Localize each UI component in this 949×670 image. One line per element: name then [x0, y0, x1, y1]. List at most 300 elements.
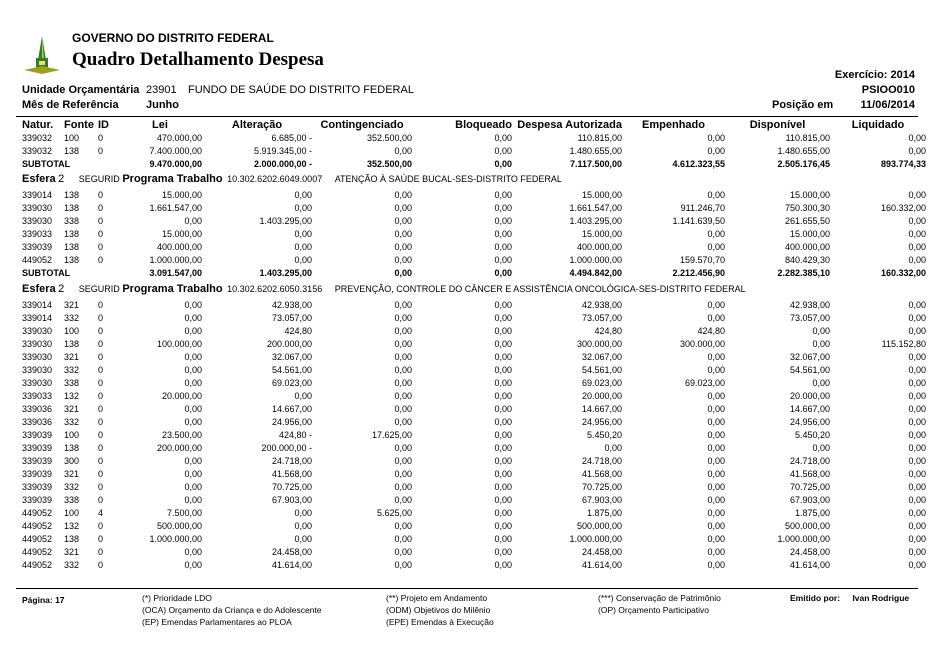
- table-cell: 339030: [22, 326, 53, 336]
- table-cell: 0: [98, 404, 104, 414]
- table-cell: 0,00: [494, 313, 512, 323]
- table-cell: 339039: [22, 495, 53, 505]
- table-cell: 0,00: [394, 482, 412, 492]
- table-cell: 1.403.295,00: [569, 216, 622, 226]
- table-cell: 0,00: [294, 229, 312, 239]
- table-cell: 0,00: [494, 521, 512, 531]
- table-cell: 0,00: [184, 404, 202, 414]
- table-row: [22, 390, 926, 403]
- table-cell: 0,00: [184, 365, 202, 375]
- table-cell: 339030: [22, 352, 53, 362]
- table-cell: 200.000,00: [266, 339, 312, 349]
- table-cell: 24.956,00: [271, 417, 312, 427]
- table-cell: 339039: [22, 456, 53, 466]
- table-cell: 332: [64, 313, 80, 323]
- table-cell: 0,00: [494, 133, 512, 143]
- table-cell: 0,00: [707, 560, 725, 570]
- table-cell: 424,80: [594, 326, 622, 336]
- table-cell: 0,00: [394, 560, 412, 570]
- table-cell: 0,00: [394, 146, 412, 156]
- col-empenhado: Empenhado: [642, 119, 705, 131]
- table-cell: 100: [64, 326, 80, 336]
- table-cell: 0,00: [184, 482, 202, 492]
- table-cell: 424,80: [284, 326, 312, 336]
- table-cell: 14.667,00: [271, 404, 312, 414]
- table-cell: 0,00: [494, 443, 512, 453]
- mes-label: Mês de Referência: [22, 99, 119, 111]
- table-cell: 0,00: [294, 534, 312, 544]
- table-row: [22, 455, 926, 468]
- table-cell: 0,00: [494, 430, 512, 440]
- table-cell: 339032: [22, 146, 53, 156]
- table-cell: 1.000.000,00: [777, 534, 830, 544]
- table-cell: 0: [98, 255, 104, 265]
- table-cell: 0,00: [908, 146, 926, 156]
- table-cell: 1.875,00: [794, 508, 830, 518]
- table-cell: 0: [98, 146, 104, 156]
- table-cell: 449052: [22, 255, 53, 265]
- table-cell: 200.000,00: [156, 443, 202, 453]
- table-cell: 100: [64, 133, 80, 143]
- table-cell: 338: [64, 495, 80, 505]
- table-cell: 0,00: [184, 560, 202, 570]
- table-cell: 0,00: [908, 216, 926, 226]
- table-cell: 5.450,20: [794, 430, 830, 440]
- table-cell: 0,00: [494, 352, 512, 362]
- table-cell: 115.152,80: [881, 339, 926, 349]
- table-row: [22, 494, 926, 507]
- table-row: [22, 228, 926, 241]
- table-cell: 339030: [22, 365, 53, 375]
- table-cell: 5.919.345,00 -: [253, 146, 312, 156]
- table-cell: 0,00: [294, 203, 312, 213]
- table-row: [22, 351, 926, 364]
- table-cell: 339039: [22, 443, 53, 453]
- table-cell: 449052: [22, 534, 53, 544]
- subtotal-row: SUBTOTAL 9.470.000,00 2.000.000,00 - 352.500,00 0,00 7.117.500,00 4.612.323,55 2.505.176,45 893.774,33: [22, 159, 926, 169]
- table-cell: 0,00: [394, 456, 412, 466]
- table-cell: 1.480.655,00: [569, 146, 622, 156]
- table-row: [22, 429, 926, 442]
- table-cell: 138: [64, 190, 80, 200]
- table-row: [22, 416, 926, 429]
- table-cell: 0: [98, 391, 104, 401]
- table-cell: 0,00: [707, 521, 725, 531]
- table-cell: 0,00: [494, 300, 512, 310]
- table-cell: 0,00: [908, 229, 926, 239]
- col-disponivel: Disponível: [749, 119, 806, 131]
- table-cell: 138: [64, 229, 80, 239]
- table-cell: 0,00: [908, 547, 926, 557]
- table-cell: 54.561,00: [581, 365, 622, 375]
- exercicio: Exercício: 2014: [834, 69, 915, 81]
- table-cell: 67.903,00: [581, 495, 622, 505]
- table-row: [22, 559, 926, 572]
- table-cell: 339030: [22, 378, 53, 388]
- table-cell: 0,00: [604, 443, 622, 453]
- expense-table-section-3: [22, 299, 926, 572]
- table-cell: 110.815,00: [577, 133, 622, 143]
- table-cell: 5.625,00: [376, 508, 412, 518]
- table-cell: 0,00: [494, 469, 512, 479]
- table-cell: 0: [98, 216, 104, 226]
- unidade-code: 23901: [146, 84, 177, 96]
- table-cell: 0,00: [707, 391, 725, 401]
- table-cell: 0,00: [394, 521, 412, 531]
- table-cell: 1.000.000,00: [569, 534, 622, 544]
- table-cell: 0,00: [184, 547, 202, 557]
- table-cell: 138: [64, 203, 80, 213]
- table-cell: 321: [64, 547, 80, 557]
- table-cell: 0,00: [494, 534, 512, 544]
- table-cell: 200.000,00 -: [261, 443, 312, 453]
- table-cell: 0: [98, 547, 104, 557]
- table-cell: 0,00: [494, 146, 512, 156]
- table-cell: 0,00: [908, 443, 926, 453]
- table-cell: 339036: [22, 417, 53, 427]
- table-cell: 0,00: [494, 547, 512, 557]
- table-cell: 0: [98, 133, 104, 143]
- table-cell: 0,00: [494, 560, 512, 570]
- table-cell: 69.023,00: [684, 378, 725, 388]
- table-row: [22, 403, 926, 416]
- table-cell: 0,00: [394, 242, 412, 252]
- table-cell: 54.561,00: [789, 365, 830, 375]
- table-row: [22, 533, 926, 546]
- table-row: [22, 312, 926, 325]
- table-cell: 1.141.639,50: [672, 216, 725, 226]
- table-cell: 15.000,00: [789, 190, 830, 200]
- table-row: [22, 507, 926, 520]
- table-cell: 0,00: [812, 326, 830, 336]
- table-cell: 69.023,00: [581, 378, 622, 388]
- table-cell: 400.000,00: [784, 242, 830, 252]
- table-cell: 15.000,00: [161, 229, 202, 239]
- table-row: [22, 241, 926, 254]
- table-cell: 24.458,00: [271, 547, 312, 557]
- table-cell: 24.718,00: [581, 456, 622, 466]
- table-cell: 0,00: [707, 443, 725, 453]
- table-cell: 332: [64, 482, 80, 492]
- table-cell: 0: [98, 417, 104, 427]
- table-cell: 0,00: [294, 255, 312, 265]
- government-name: GOVERNO DO DISTRITO FEDERAL: [72, 31, 274, 45]
- table-cell: 24.458,00: [789, 547, 830, 557]
- table-cell: 0: [98, 352, 104, 362]
- legend-col-3: (***) Conservação de Patrimônio (OP) Orçamento Participativo: [598, 593, 721, 615]
- col-lei: Lei: [152, 119, 168, 131]
- table-cell: 0: [98, 326, 104, 336]
- table-cell: 0,00: [394, 378, 412, 388]
- table-cell: 0,00: [707, 404, 725, 414]
- table-cell: 132: [64, 391, 80, 401]
- table-cell: 0,00: [908, 190, 926, 200]
- table-cell: 0,00: [184, 352, 202, 362]
- table-cell: 750.300,30: [784, 203, 830, 213]
- table-cell: 449052: [22, 547, 53, 557]
- table-cell: 261.655,50: [784, 216, 830, 226]
- table-cell: 32.067,00: [271, 352, 312, 362]
- table-cell: 0,00: [908, 352, 926, 362]
- table-cell: 1.661.547,00: [569, 203, 622, 213]
- table-cell: 0: [98, 469, 104, 479]
- table-cell: 0,00: [394, 534, 412, 544]
- table-cell: 424,80 -: [278, 430, 312, 440]
- table-cell: 41.614,00: [581, 560, 622, 570]
- table-cell: 0,00: [908, 521, 926, 531]
- table-cell: 0,00: [394, 339, 412, 349]
- table-cell: 0,00: [394, 216, 412, 226]
- col-alteracao: Alteração: [231, 119, 283, 131]
- table-cell: 0,00: [394, 417, 412, 427]
- table-cell: 339030: [22, 339, 53, 349]
- table-cell: 400.000,00: [156, 242, 202, 252]
- table-cell: 0,00: [184, 378, 202, 388]
- table-cell: 0,00: [184, 326, 202, 336]
- legend-col-1: (*) Prioridade LDO (OCA) Orçamento da Criança e do Adolescente (EP) Emendas Parlamentares ao PLOA: [142, 593, 322, 627]
- table-cell: 0,00: [494, 339, 512, 349]
- table-cell: 15.000,00: [581, 229, 622, 239]
- table-cell: 449052: [22, 560, 53, 570]
- table-cell: 0,00: [908, 326, 926, 336]
- table-cell: 24.718,00: [271, 456, 312, 466]
- table-cell: 840.429,30: [784, 255, 830, 265]
- table-cell: 0,00: [908, 365, 926, 375]
- table-cell: 0,00: [394, 469, 412, 479]
- table-cell: 300.000,00: [576, 339, 622, 349]
- table-cell: 0,00: [908, 133, 926, 143]
- table-cell: 911.246,70: [680, 203, 725, 213]
- expense-table-section-1: [22, 119, 926, 171]
- table-cell: 138: [64, 443, 80, 453]
- unidade-name: FUNDO DE SAÚDE DO DISTRITO FEDERAL: [188, 84, 414, 96]
- table-cell: 339014: [22, 190, 53, 200]
- expense-table-section-2: [22, 189, 926, 280]
- table-cell: 42.938,00: [271, 300, 312, 310]
- table-cell: 0,00: [494, 242, 512, 252]
- table-cell: 0: [98, 495, 104, 505]
- posicao-label: Posição em: [772, 99, 834, 111]
- table-cell: 0,00: [908, 255, 926, 265]
- col-natur: Natur.: [22, 119, 54, 131]
- table-cell: 332: [64, 560, 80, 570]
- table-cell: 138: [64, 255, 80, 265]
- table-row: [22, 145, 926, 158]
- table-cell: 0: [98, 378, 104, 388]
- table-cell: 0,00: [394, 391, 412, 401]
- table-cell: 69.023,00: [271, 378, 312, 388]
- report-title: Quadro Detalhamento Despesa: [72, 49, 324, 70]
- table-cell: 0,00: [184, 495, 202, 505]
- table-cell: 0,00: [908, 534, 926, 544]
- table-cell: 0: [98, 521, 104, 531]
- table-cell: 0,00: [394, 326, 412, 336]
- table-cell: 17.625,00: [371, 430, 412, 440]
- table-cell: 7.400.000,00: [149, 146, 202, 156]
- table-cell: 0,00: [908, 469, 926, 479]
- table-cell: 0,00: [494, 495, 512, 505]
- table-cell: 24.718,00: [789, 456, 830, 466]
- table-cell: 42.938,00: [581, 300, 622, 310]
- table-cell: 0,00: [494, 391, 512, 401]
- table-cell: 14.667,00: [789, 404, 830, 414]
- table-cell: 321: [64, 404, 80, 414]
- report-code: PSIOO010: [861, 84, 915, 96]
- table-cell: 41.568,00: [581, 469, 622, 479]
- table-cell: 0,00: [494, 190, 512, 200]
- table-cell: 0,00: [908, 404, 926, 414]
- table-cell: 5.450,20: [586, 430, 622, 440]
- table-cell: 0,00: [494, 456, 512, 466]
- table-cell: 500.000,00: [784, 521, 830, 531]
- table-row: [22, 377, 926, 390]
- table-cell: 15.000,00: [789, 229, 830, 239]
- table-cell: 0,00: [184, 469, 202, 479]
- table-cell: 321: [64, 352, 80, 362]
- table-cell: 500.000,00: [576, 521, 622, 531]
- table-row: [22, 481, 926, 494]
- table-cell: 0,00: [494, 216, 512, 226]
- table-cell: 0,00: [707, 534, 725, 544]
- emitido-por: Emitido por: Ivan Rodrigue: [790, 593, 910, 603]
- table-cell: 15.000,00: [581, 190, 622, 200]
- table-cell: 500.000,00: [156, 521, 202, 531]
- table-cell: 0,00: [494, 229, 512, 239]
- table-cell: 0,00: [908, 300, 926, 310]
- table-cell: 0: [98, 190, 104, 200]
- table-cell: 32.067,00: [581, 352, 622, 362]
- table-cell: 0,00: [812, 339, 830, 349]
- table-cell: 338: [64, 216, 80, 226]
- table-cell: 0: [98, 313, 104, 323]
- table-cell: 14.667,00: [581, 404, 622, 414]
- table-cell: 1.000.000,00: [569, 255, 622, 265]
- table-cell: 20.000,00: [161, 391, 202, 401]
- table-cell: 0,00: [494, 326, 512, 336]
- table-cell: 339039: [22, 242, 53, 252]
- table-cell: 0,00: [707, 469, 725, 479]
- table-row: [22, 364, 926, 377]
- table-cell: 0,00: [707, 417, 725, 427]
- table-row: [22, 338, 926, 351]
- table-cell: 0: [98, 443, 104, 453]
- table-cell: 70.725,00: [581, 482, 622, 492]
- table-cell: 0,00: [394, 404, 412, 414]
- table-cell: 339033: [22, 391, 53, 401]
- table-cell: 110.815,00: [785, 133, 830, 143]
- table-cell: 0,00: [707, 229, 725, 239]
- table-cell: 138: [64, 242, 80, 252]
- table-cell: 41.614,00: [271, 560, 312, 570]
- table-cell: 1.480.655,00: [777, 146, 830, 156]
- table-cell: 0: [98, 482, 104, 492]
- table-cell: 339036: [22, 404, 53, 414]
- table-cell: 470.000,00: [156, 133, 202, 143]
- table-cell: 138: [64, 339, 80, 349]
- table-cell: 24.956,00: [581, 417, 622, 427]
- program-header-2: Esfera 2 SEGURID Programa Trabalho 10.302.6202.6050.3156 PREVENÇÃO, CONTROLE DO CÂNCER E ASSISTÊNCIA ONCOLÓGICA-SES-DISTRITO FEDERAL: [22, 283, 746, 295]
- table-cell: 0,00: [707, 242, 725, 252]
- table-row: [22, 325, 926, 338]
- header-divider: [16, 116, 918, 117]
- col-despesa-autorizada: Despesa Autorizada: [517, 119, 622, 131]
- table-cell: 0,00: [707, 300, 725, 310]
- table-cell: 1.661.547,00: [149, 203, 202, 213]
- table-cell: 54.561,00: [271, 365, 312, 375]
- table-cell: 0,00: [394, 313, 412, 323]
- table-cell: 339039: [22, 482, 53, 492]
- legend-col-2: (**) Projeto em Andamento (ODM) Objetivos do Milênio (EPE) Emendas à Execução: [386, 593, 494, 627]
- table-cell: 332: [64, 365, 80, 375]
- table-cell: 0,00: [908, 417, 926, 427]
- table-cell: 0,00: [908, 482, 926, 492]
- table-cell: 0,00: [494, 255, 512, 265]
- table-cell: 0,00: [707, 313, 725, 323]
- table-cell: 73.057,00: [271, 313, 312, 323]
- table-cell: 138: [64, 146, 80, 156]
- table-cell: 0,00: [908, 508, 926, 518]
- table-cell: 321: [64, 469, 80, 479]
- table-cell: 0: [98, 430, 104, 440]
- table-cell: 100: [64, 430, 80, 440]
- table-cell: 0: [98, 229, 104, 239]
- table-cell: 42.938,00: [789, 300, 830, 310]
- table-cell: 24.956,00: [789, 417, 830, 427]
- table-cell: 424,80: [697, 326, 725, 336]
- table-cell: 1.000.000,00: [149, 255, 202, 265]
- page-number: Página: 17: [22, 595, 65, 605]
- table-row: [22, 299, 926, 312]
- table-cell: 0,00: [394, 443, 412, 453]
- table-cell: 339039: [22, 430, 53, 440]
- table-cell: 0,00: [908, 242, 926, 252]
- table-cell: 332: [64, 417, 80, 427]
- table-row: [22, 189, 926, 202]
- program-header-1: Esfera 2 SEGURID Programa Trabalho 10.302.6202.6049.0007 ATENÇÃO À SAÚDE BUCAL-SES-DISTRITO FEDERAL: [22, 173, 562, 185]
- gdf-logo-icon: [22, 34, 62, 76]
- table-cell: 100.000,00: [156, 339, 202, 349]
- table-cell: 0: [98, 456, 104, 466]
- table-cell: 0: [98, 203, 104, 213]
- table-cell: 0,00: [908, 430, 926, 440]
- table-cell: 132: [64, 521, 80, 531]
- table-cell: 0: [98, 242, 104, 252]
- table-cell: 0,00: [494, 417, 512, 427]
- table-row: [22, 202, 926, 215]
- table-cell: 0,00: [394, 547, 412, 557]
- table-cell: 449052: [22, 521, 53, 531]
- table-cell: 0,00: [707, 430, 725, 440]
- unidade-label: Unidade Orçamentária: [22, 84, 140, 96]
- table-cell: 0,00: [494, 365, 512, 375]
- table-cell: 41.568,00: [789, 469, 830, 479]
- col-id: ID: [98, 119, 109, 131]
- table-cell: 159.570,70: [679, 255, 725, 265]
- table-cell: 67.903,00: [271, 495, 312, 505]
- subtotal-row: SUBTOTAL 3.091.547,00 1.403.295,00 0,00 0,00 4.494.842,00 2.212.456,90 2.282.385,10 160.332,00: [22, 268, 926, 278]
- table-cell: 0: [98, 300, 104, 310]
- table-cell: 339030: [22, 203, 53, 213]
- table-cell: 338: [64, 378, 80, 388]
- table-cell: 0,00: [908, 495, 926, 505]
- table-cell: 138: [64, 534, 80, 544]
- table-cell: 20.000,00: [581, 391, 622, 401]
- table-cell: 160.332,00: [880, 203, 926, 213]
- table-cell: 24.458,00: [581, 547, 622, 557]
- table-cell: 0: [98, 339, 104, 349]
- table-cell: 0,00: [184, 216, 202, 226]
- table-cell: 0,00: [707, 495, 725, 505]
